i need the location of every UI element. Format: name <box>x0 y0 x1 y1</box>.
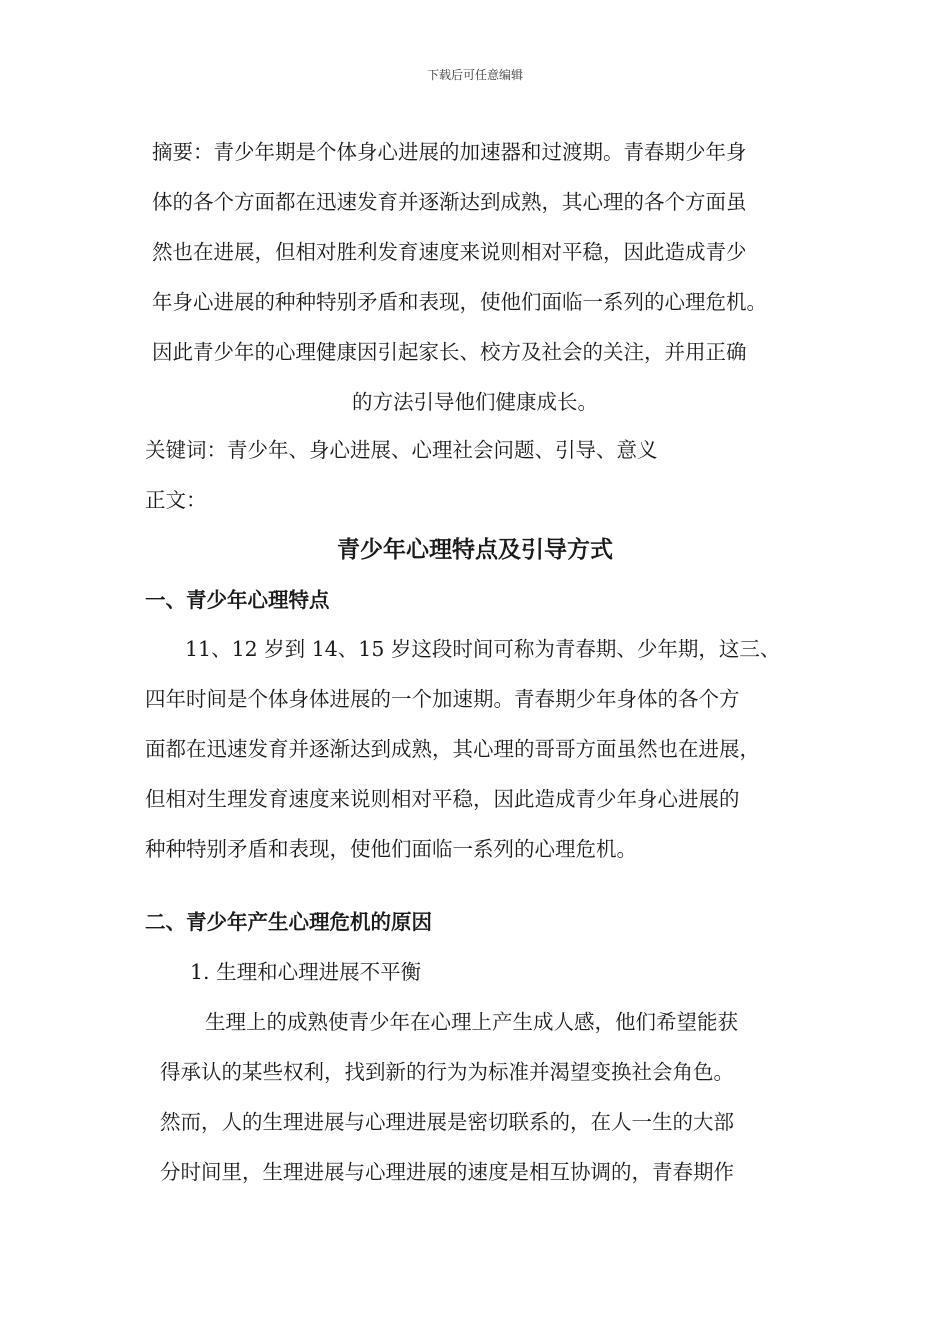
section1-line-1: 11、12 岁到 14、15 岁这段时间可称为青春期、少年期，这三、 <box>185 637 781 661</box>
abstract-line-5: 因此青少年的心理健康因引起家长、校方及社会的关注，并用正确 <box>152 340 747 364</box>
document-title: 青少年心理特点及引导方式 <box>337 536 613 563</box>
section1-heading: 一、青少年心理特点 <box>145 588 330 612</box>
section2-heading: 二、青少年产生心理危机的原因 <box>145 910 432 934</box>
section1-line-3: 面都在迅速发育并逐渐达到成熟，其心理的哥哥方面虽然也在进展， <box>145 737 760 761</box>
section2-line-3: 然而，人的生理进展与心理进展是密切联系的，在人一生的大部 <box>160 1110 734 1134</box>
section2-subitem-1: 1. 生理和心理进展不平衡 <box>190 960 422 984</box>
abstract-line-4: 年身心进展的种种特别矛盾和表现，使他们面临一系列的心理危机。 <box>152 290 767 314</box>
abstract-line-2: 体的各个方面都在迅速发育并逐渐达到成熟，其心理的各个方面虽 <box>152 190 747 214</box>
abstract-line-1: 摘要：青少年期是个体身心进展的加速器和过渡期。青春期少年身 <box>152 140 747 164</box>
section2-line-2: 得承认的某些权利，找到新的行为为标准并渴望变换社会角色。 <box>160 1060 734 1084</box>
section1-line-2: 四年时间是个体身体进展的一个加速期。青春期少年身体的各个方 <box>145 687 740 711</box>
section2-line-1: 生理上的成熟使青少年在心理上产生成人感，他们希望能获 <box>205 1010 738 1034</box>
abstract-line-3: 然也在进展，但相对胜利发育速度来说则相对平稳，因此造成青少 <box>152 240 747 264</box>
section2-line-4: 分时间里，生理进展与心理进展的速度是相互协调的，青春期作 <box>160 1160 734 1184</box>
keywords-line: 关键词：青少年、身心进展、心理社会问题、引导、意义 <box>145 438 658 462</box>
abstract-line-6: 的方法引导他们健康成长。 <box>352 390 598 414</box>
body-label: 正文： <box>145 488 207 512</box>
page-header-note: 下载后可任意编辑 <box>426 68 523 82</box>
section1-line-4: 但相对生理发育速度来说则相对平稳，因此造成青少年身心进展的 <box>145 787 740 811</box>
section1-line-5: 种种特别矛盾和表现，使他们面临一系列的心理危机。 <box>145 837 637 861</box>
